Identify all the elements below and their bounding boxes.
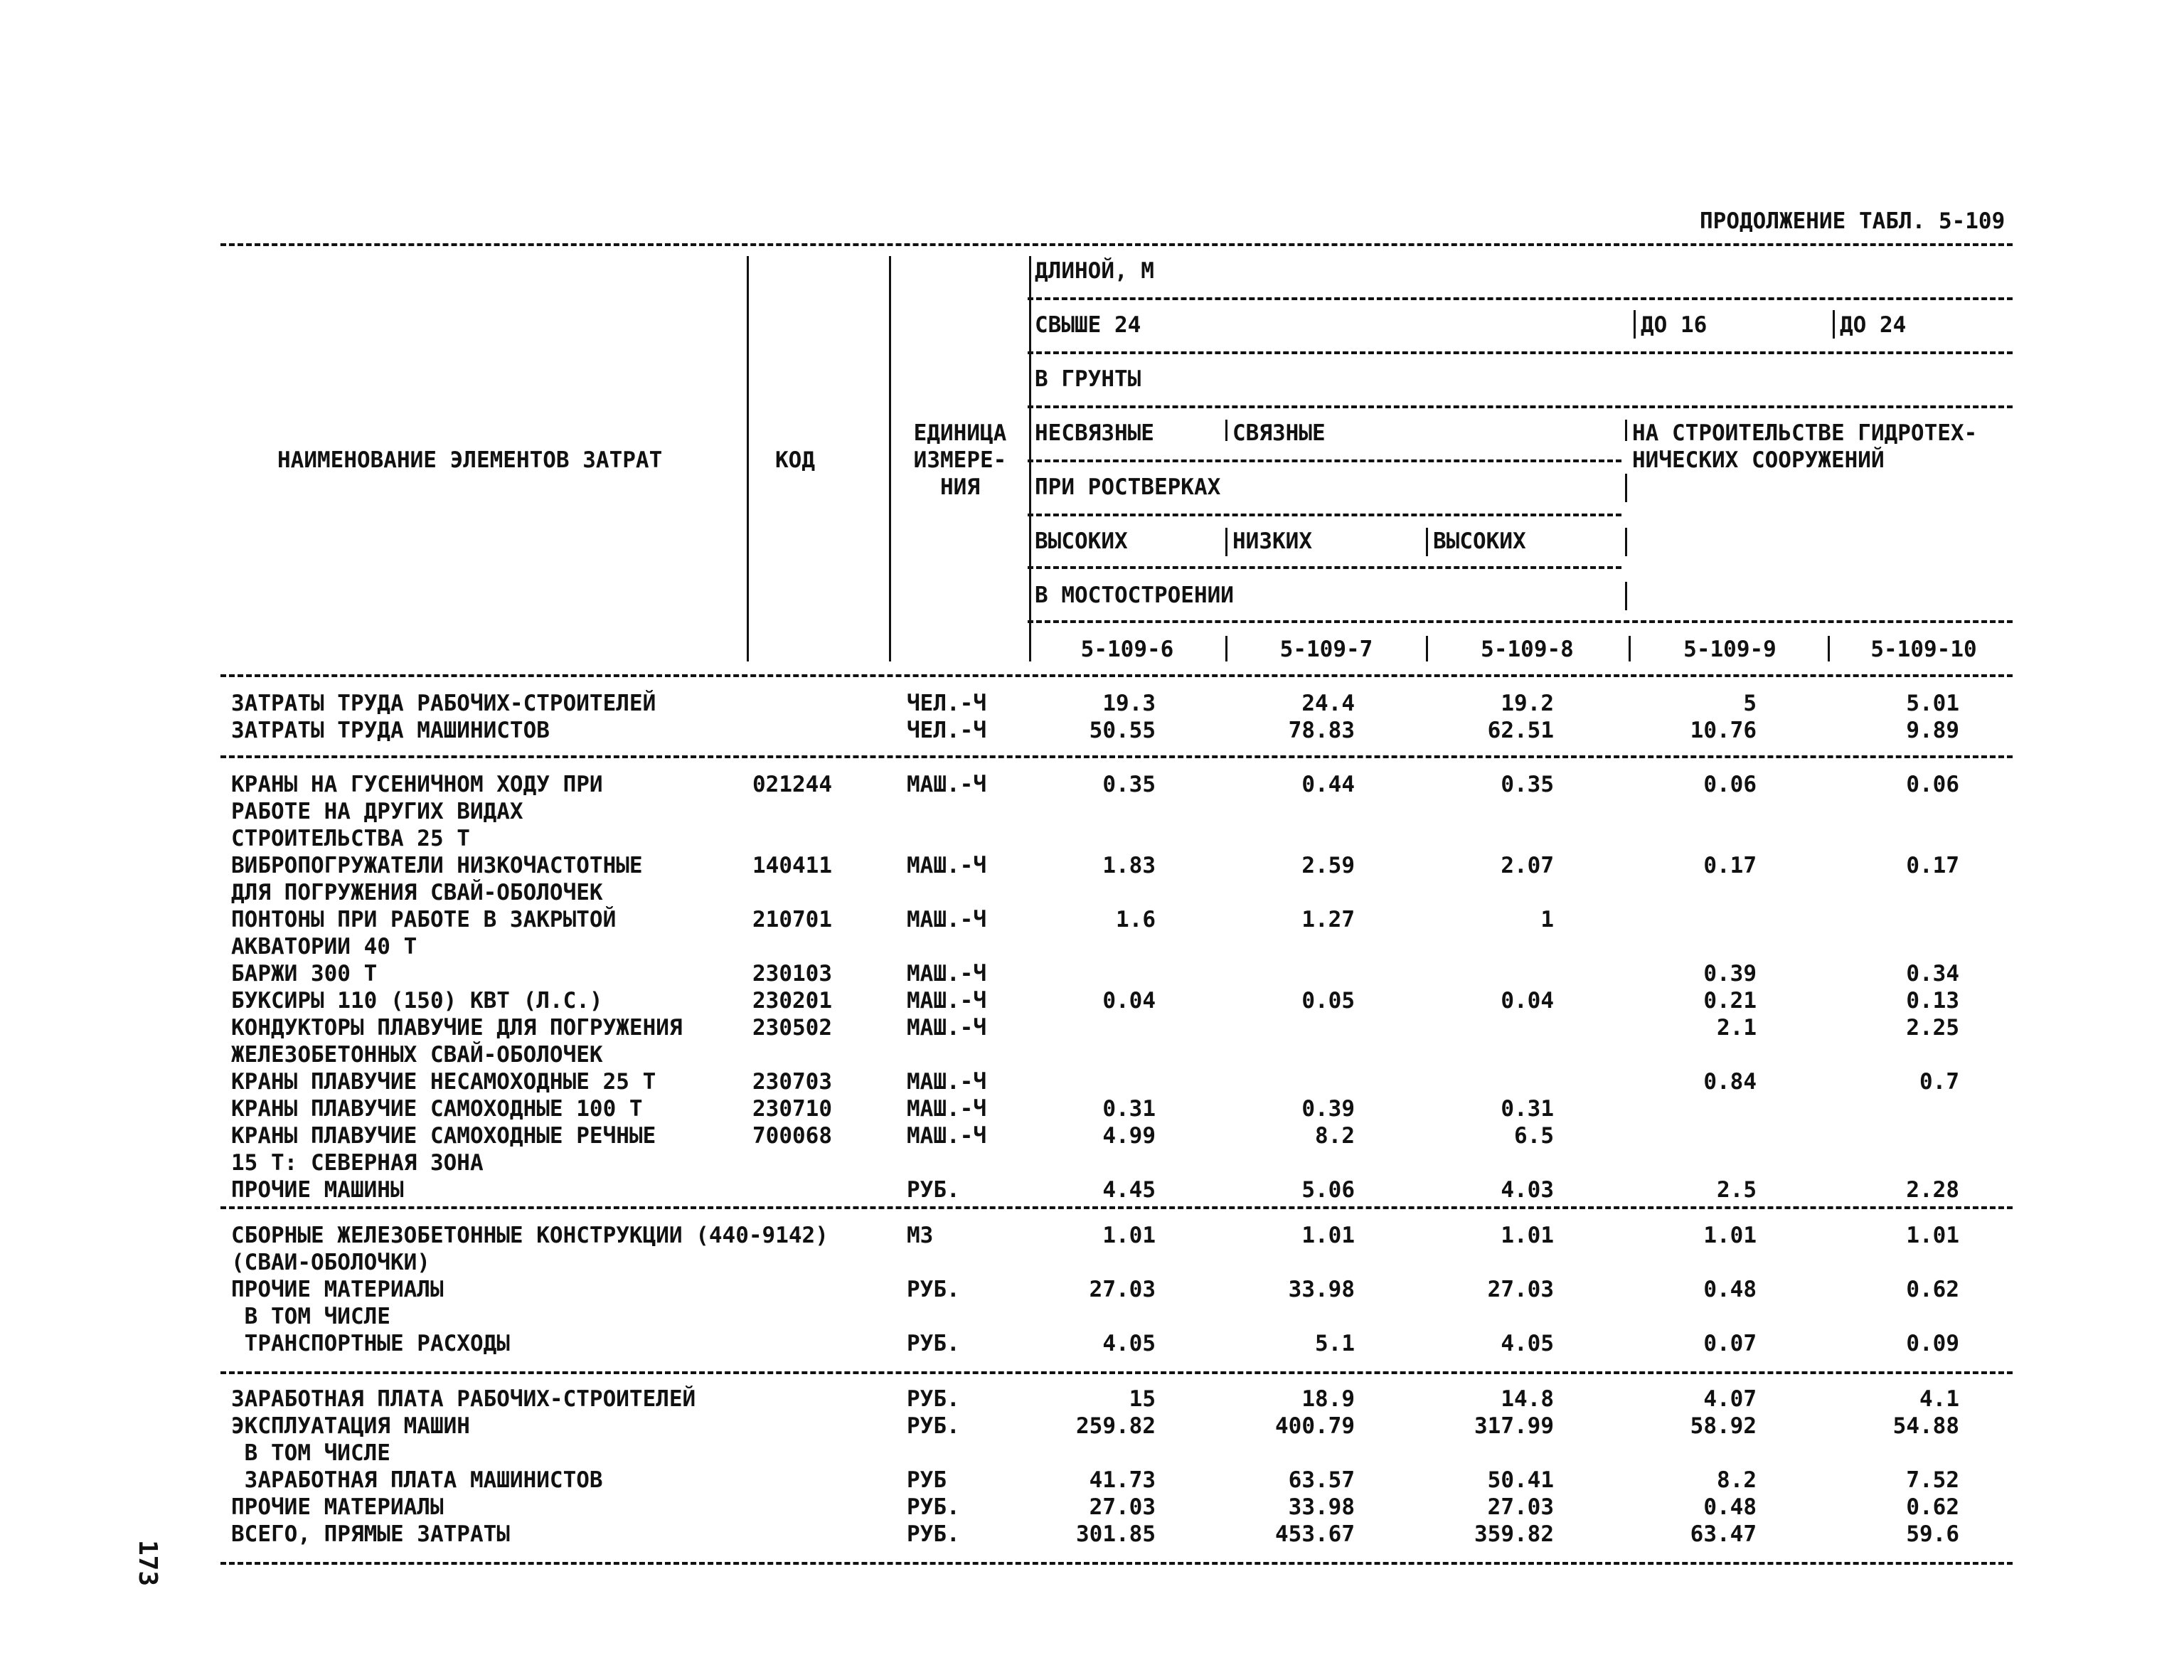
page-number: 173	[133, 1540, 162, 1587]
column-separator	[1625, 582, 1627, 610]
row-name: БУКСИРЫ 110 (150) КВТ (Л.С.)	[231, 988, 603, 1014]
row-value: 453.67	[1275, 1521, 1355, 1547]
row-value: 27.03	[1089, 1494, 1156, 1520]
row-value: 0.09	[1906, 1331, 1959, 1356]
row-value: 33.98	[1288, 1494, 1355, 1520]
row-value: 0.35	[1501, 772, 1554, 797]
column-separator	[1625, 420, 1627, 441]
row-value: 0.39	[1301, 1096, 1355, 1122]
header-hydro-line: НИЧЕСКИХ СООРУЖЕНИЙ	[1632, 447, 1885, 473]
column-separator	[1426, 636, 1428, 661]
row-value: 1.83	[1102, 853, 1156, 878]
header-loose-soils: НЕСВЯЗНЫЕ	[1035, 420, 1154, 446]
row-code: 140411	[752, 853, 832, 878]
row-unit: РУБ.	[907, 1494, 960, 1520]
row-value: 0.06	[1906, 772, 1959, 797]
header-up-to-24: ДО 24	[1840, 312, 1907, 338]
row-unit: МАШ.-Ч	[907, 1096, 986, 1122]
row-code: 700068	[752, 1123, 832, 1149]
row-name: 15 Т: СЕВЕРНАЯ ЗОНА	[231, 1150, 484, 1176]
row-value: 4.05	[1102, 1331, 1156, 1356]
row-value: 4.05	[1501, 1331, 1554, 1356]
row-value: 0.84	[1703, 1069, 1757, 1095]
row-name: ДЛЯ ПОГРУЖЕНИЯ СВАЙ-ОБОЛОЧЕК	[231, 880, 603, 905]
row-value: 1.01	[1301, 1223, 1355, 1248]
row-value: 10.76	[1690, 718, 1757, 743]
row-name: ТРАНСПОРТНЫЕ РАСХОДЫ	[231, 1331, 510, 1356]
row-value: 4.03	[1501, 1177, 1554, 1203]
row-value: 301.85	[1076, 1521, 1156, 1547]
row-name: БАРЖИ 300 Т	[231, 961, 378, 987]
row-value: 19.3	[1102, 691, 1156, 716]
row-unit: РУБ.	[907, 1277, 960, 1302]
row-name: АКВАТОРИИ 40 Т	[231, 934, 417, 959]
row-unit: МАШ.-Ч	[907, 907, 986, 932]
column-code: 5-109-10	[1870, 637, 1977, 662]
row-value: 0.62	[1906, 1277, 1959, 1302]
row-value: 4.99	[1102, 1123, 1156, 1149]
row-name: ЗАРАБОТНАЯ ПЛАТА РАБОЧИХ-СТРОИТЕЛЕЙ	[231, 1386, 696, 1412]
header-high-2: ВЫСОКИХ	[1433, 528, 1526, 554]
column-separator	[747, 256, 749, 661]
row-unit: МАШ.-Ч	[907, 853, 986, 878]
row-unit: МАШ.-Ч	[907, 988, 986, 1014]
row-name: КРАНЫ ПЛАВУЧИЕ САМОХОДНЫЕ 100 Т	[231, 1096, 643, 1122]
row-value: 2.1	[1717, 1015, 1757, 1041]
row-name: (СВАИ-ОБОЛОЧКИ)	[231, 1250, 430, 1275]
row-value: 9.89	[1906, 718, 1959, 743]
row-value: 1.01	[1102, 1223, 1156, 1248]
header-unit-line: ЕДИНИЦА	[913, 420, 1007, 446]
header-rule	[1028, 514, 1621, 516]
row-name: ВСЕГО, ПРЯМЫЕ ЗАТРАТЫ	[231, 1521, 510, 1547]
column-separator	[1225, 528, 1227, 556]
row-unit: МАШ.-Ч	[907, 1069, 986, 1095]
row-name: КРАНЫ НА ГУСЕНИЧНОМ ХОДУ ПРИ	[231, 772, 603, 797]
row-unit: МАШ.-Ч	[907, 772, 986, 797]
row-value: 63.47	[1690, 1521, 1757, 1547]
row-value: 24.4	[1301, 691, 1355, 716]
row-value: 5.01	[1906, 691, 1959, 716]
header-unit-line: ИЗМЕРЕ-	[913, 447, 1007, 473]
row-code: 210701	[752, 907, 832, 932]
header-up-to-16: ДО 16	[1641, 312, 1708, 338]
row-value: 2.25	[1906, 1015, 1959, 1041]
row-value: 50.55	[1089, 718, 1156, 743]
row-name: ПРОЧИЕ МАТЕРИАЛЫ	[231, 1494, 444, 1520]
row-value: 0.34	[1906, 961, 1959, 987]
row-name: В ТОМ ЧИСЛЕ	[231, 1304, 390, 1329]
column-separator	[1828, 636, 1830, 661]
section-rule	[220, 1206, 2013, 1209]
column-separator	[1833, 310, 1835, 339]
row-name: СБОРНЫЕ ЖЕЛЕЗОБЕТОННЫЕ КОНСТРУКЦИИ (440-9142)	[231, 1223, 829, 1248]
row-name: КРАНЫ ПЛАВУЧИЕ САМОХОДНЫЕ РЕЧНЫЕ	[231, 1123, 656, 1149]
row-value: 0.48	[1703, 1494, 1757, 1520]
row-value: 18.9	[1301, 1386, 1355, 1412]
row-unit: М3	[907, 1223, 934, 1248]
row-value: 14.8	[1501, 1386, 1554, 1412]
row-unit: МАШ.-Ч	[907, 1123, 986, 1149]
row-unit: РУБ.	[907, 1177, 960, 1203]
row-value: 58.92	[1690, 1413, 1757, 1439]
row-value: 0.31	[1102, 1096, 1156, 1122]
row-code: 230502	[752, 1015, 832, 1041]
column-code: 5-109-8	[1481, 637, 1574, 662]
row-value: 1.01	[1501, 1223, 1554, 1248]
row-value: 0.05	[1301, 988, 1355, 1014]
row-value: 1	[1540, 907, 1554, 932]
row-value: 27.03	[1089, 1277, 1156, 1302]
row-value: 2.5	[1717, 1177, 1757, 1203]
row-unit: ЧЕЛ.-Ч	[907, 718, 986, 743]
row-unit: РУБ.	[907, 1331, 960, 1356]
header-grillage: ПРИ РОСТВЕРКАХ	[1035, 474, 1221, 500]
row-value: 7.52	[1906, 1467, 1959, 1493]
row-value: 2.07	[1501, 853, 1554, 878]
header-bridges: В МОСТОСТРОЕНИИ	[1035, 583, 1234, 608]
row-value: 5	[1743, 691, 1757, 716]
row-value: 400.79	[1275, 1413, 1355, 1439]
row-value: 6.5	[1514, 1123, 1554, 1149]
row-value: 0.21	[1703, 988, 1757, 1014]
row-value: 359.82	[1474, 1521, 1554, 1547]
row-unit: РУБ.	[907, 1413, 960, 1439]
column-code: 5-109-6	[1080, 637, 1174, 662]
section-rule	[220, 1371, 2013, 1374]
column-separator	[1426, 528, 1428, 556]
row-name: В ТОМ ЧИСЛЕ	[231, 1440, 390, 1466]
header-rule	[1028, 351, 2013, 354]
column-separator	[1629, 636, 1631, 661]
row-value: 0.13	[1906, 988, 1959, 1014]
row-value: 41.73	[1089, 1467, 1156, 1493]
header-rule	[1028, 297, 2013, 300]
row-name: ЗАТРАТЫ ТРУДА РАБОЧИХ-СТРОИТЕЛЕЙ	[231, 691, 656, 716]
row-name: КОНДУКТОРЫ ПЛАВУЧИЕ ДЛЯ ПОГРУЖЕНИЯ	[231, 1015, 683, 1041]
bottom-rule	[220, 1562, 2013, 1565]
section-rule	[220, 755, 2013, 758]
row-unit: ЧЕЛ.-Ч	[907, 691, 986, 716]
row-name: ВИБРОПОГРУЖАТЕЛИ НИЗКОЧАСТОТНЫЕ	[231, 853, 643, 878]
header-name-column: НАИМЕНОВАНИЕ ЭЛЕМЕНТОВ ЗАТРАТ	[277, 447, 663, 473]
row-value: 259.82	[1076, 1413, 1156, 1439]
row-value: 19.2	[1501, 691, 1554, 716]
row-name: ЗАРАБОТНАЯ ПЛАТА МАШИНИСТОВ	[231, 1467, 603, 1493]
row-value: 4.45	[1102, 1177, 1156, 1203]
column-separator	[1029, 256, 1031, 661]
row-value: 0.07	[1703, 1331, 1757, 1356]
row-value: 0.06	[1703, 772, 1757, 797]
row-value: 0.35	[1102, 772, 1156, 797]
header-rule	[1028, 405, 2013, 408]
row-value: 0.62	[1906, 1494, 1959, 1520]
row-value: 5.06	[1301, 1177, 1355, 1203]
row-value: 0.7	[1919, 1069, 1959, 1095]
column-separator	[1625, 474, 1627, 502]
row-value: 63.57	[1288, 1467, 1355, 1493]
row-value: 1.27	[1301, 907, 1355, 932]
column-separator	[1225, 420, 1227, 441]
row-value: 1.6	[1116, 907, 1156, 932]
header-rule	[1028, 620, 2013, 623]
row-code: 230710	[752, 1096, 832, 1122]
header-unit-line: НИЯ	[940, 474, 980, 500]
row-code: 230103	[752, 961, 832, 987]
table-title: ПРОДОЛЖЕНИЕ ТАБЛ. 5-109	[1700, 208, 2005, 234]
row-value: 0.17	[1703, 853, 1757, 878]
column-separator	[1225, 636, 1227, 661]
header-rule	[1028, 459, 1621, 462]
header-cohesive-soils: СВЯЗНЫЕ	[1232, 420, 1326, 446]
row-code: 230201	[752, 988, 832, 1014]
row-code: 230703	[752, 1069, 832, 1095]
top-rule	[220, 243, 2013, 246]
row-value: 0.31	[1501, 1096, 1554, 1122]
header-code-column: КОД	[775, 447, 815, 473]
column-code: 5-109-7	[1279, 637, 1373, 662]
row-value: 54.88	[1892, 1413, 1959, 1439]
row-value: 78.83	[1288, 718, 1355, 743]
row-name: ЖЕЛЕЗОБЕТОННЫХ СВАЙ-ОБОЛОЧЕК	[231, 1042, 603, 1068]
row-unit: МАШ.-Ч	[907, 961, 986, 987]
header-length: ДЛИНОЙ, М	[1035, 258, 1154, 284]
column-separator	[889, 256, 891, 661]
row-value: 0.17	[1906, 853, 1959, 878]
row-name: КРАНЫ ПЛАВУЧИЕ НЕСАМОХОДНЫЕ 25 Т	[231, 1069, 656, 1095]
row-value: 0.39	[1703, 961, 1757, 987]
row-value: 50.41	[1487, 1467, 1554, 1493]
row-value: 1.01	[1703, 1223, 1757, 1248]
header-in-soils: В ГРУНТЫ	[1035, 366, 1141, 392]
row-value: 59.6	[1906, 1521, 1959, 1547]
row-value: 4.1	[1919, 1386, 1959, 1412]
section-rule	[220, 674, 2013, 677]
row-value: 0.04	[1102, 988, 1156, 1014]
header-low: НИЗКИХ	[1232, 528, 1312, 554]
row-unit: РУБ.	[907, 1521, 960, 1547]
row-name: ПРОЧИЕ МАШИНЫ	[231, 1177, 404, 1203]
row-code: 021244	[752, 772, 832, 797]
header-over-24: СВЫШЕ 24	[1035, 312, 1141, 338]
row-name: ЗАТРАТЫ ТРУДА МАШИНИСТОВ	[231, 718, 550, 743]
header-hydro-line: НА СТРОИТЕЛЬСТВЕ ГИДРОТЕХ-	[1632, 420, 1978, 446]
row-name: СТРОИТЕЛЬСТВА 25 Т	[231, 826, 470, 851]
row-value: 0.04	[1501, 988, 1554, 1014]
row-value: 27.03	[1487, 1277, 1554, 1302]
row-value: 33.98	[1288, 1277, 1355, 1302]
row-value: 8.2	[1315, 1123, 1355, 1149]
row-value: 62.51	[1487, 718, 1554, 743]
column-separator	[1625, 528, 1627, 556]
row-value: 4.07	[1703, 1386, 1757, 1412]
row-value: 15	[1129, 1386, 1156, 1412]
row-unit: РУБ.	[907, 1386, 960, 1412]
row-name: РАБОТЕ НА ДРУГИХ ВИДАХ	[231, 799, 523, 824]
row-value: 0.48	[1703, 1277, 1757, 1302]
row-name: ПРОЧИЕ МАТЕРИАЛЫ	[231, 1277, 444, 1302]
row-value: 5.1	[1315, 1331, 1355, 1356]
row-unit: МАШ.-Ч	[907, 1015, 986, 1041]
row-value: 317.99	[1474, 1413, 1554, 1439]
row-value: 8.2	[1717, 1467, 1757, 1493]
row-value: 27.03	[1487, 1494, 1554, 1520]
row-unit: РУБ	[907, 1467, 947, 1493]
header-rule	[1028, 566, 1621, 569]
row-value: 2.59	[1301, 853, 1355, 878]
row-name: ЭКСПЛУАТАЦИЯ МАШИН	[231, 1413, 470, 1439]
row-name: ПОНТОНЫ ПРИ РАБОТЕ В ЗАКРЫТОЙ	[231, 907, 617, 932]
row-value: 1.01	[1906, 1223, 1959, 1248]
column-code: 5-109-9	[1683, 637, 1777, 662]
row-value: 0.44	[1301, 772, 1355, 797]
header-high: ВЫСОКИХ	[1035, 528, 1128, 554]
row-value: 2.28	[1906, 1177, 1959, 1203]
column-separator	[1634, 310, 1636, 339]
